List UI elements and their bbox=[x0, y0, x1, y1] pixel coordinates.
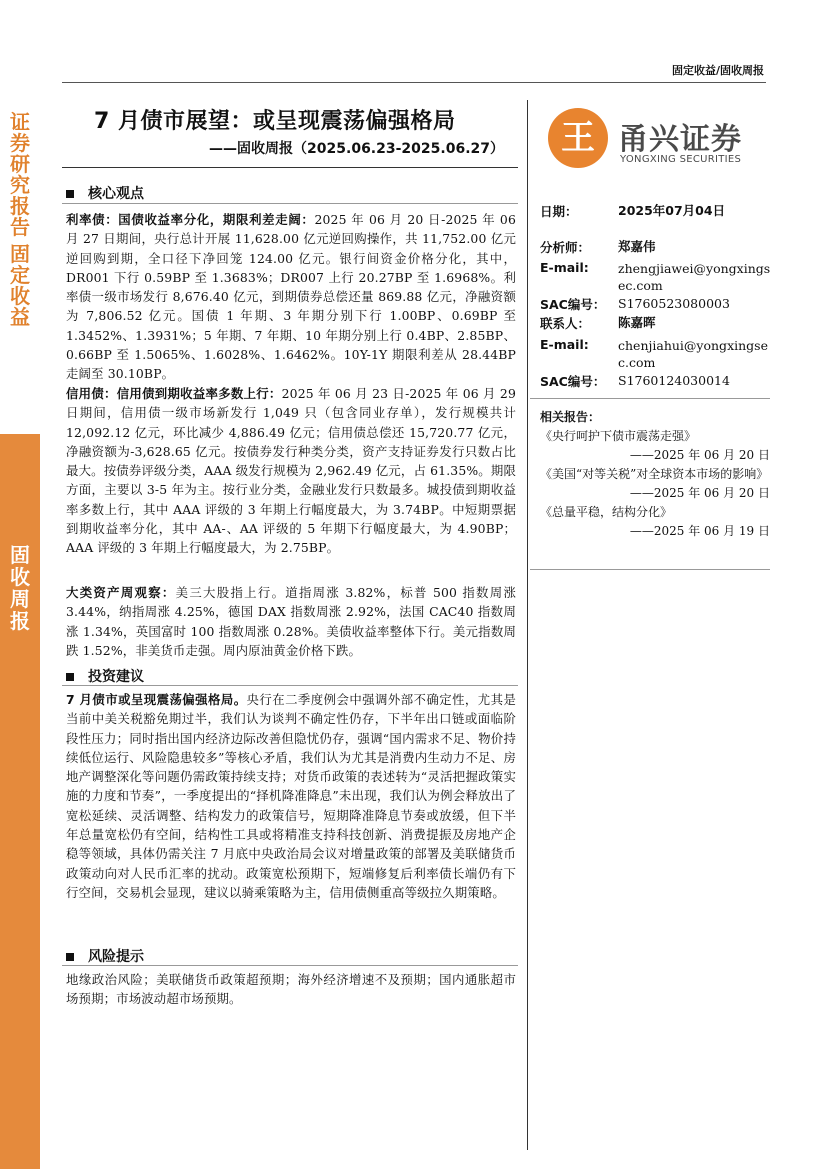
paragraph-investment bbox=[66, 690, 516, 902]
sidebar-label-weekly: 固收周报 bbox=[10, 543, 30, 633]
section-heading-risk: 风险提示 bbox=[66, 946, 144, 966]
credit-bond-lead: 信用债：信用债到期收益率多数上行： bbox=[66, 386, 282, 401]
related-item-title[interactable]: 《总量平稳，结构分化》 bbox=[540, 505, 673, 519]
risk-text: 地缘政治风险；美联储货币政策超预期；海外经济增速不及预期；国内通胀超市场预期；市场波动超市场预期。 bbox=[66, 972, 516, 1007]
page-subtitle: ——固收周报（2025.06.23-2025.06.27） bbox=[209, 141, 504, 157]
related-item-date: ——2025 年 06 月 19 日 bbox=[629, 524, 770, 538]
email-link[interactable]: chenjiahui@yongxingsec.com bbox=[618, 338, 768, 370]
section-rule bbox=[62, 203, 518, 204]
bullet-square-icon bbox=[66, 953, 74, 961]
logo-mark-icon: 王 bbox=[548, 108, 608, 168]
related-reports bbox=[540, 408, 770, 541]
sidebar-label-fixed-income: 固定收益 bbox=[10, 242, 30, 329]
company-logo bbox=[548, 108, 758, 172]
related-item-date: ——2025 年 06 月 20 日 bbox=[629, 486, 770, 500]
related-heading: 相关报告： bbox=[540, 410, 601, 424]
rate-bond-text: 2025 年 06 月 20 日-2025 年 06 月 27 日期间，央行总计开展 11,628.00 亿元逆回购操作，共 11,752.00 亿元逆回购到期，全口径下净回笼 124.00 亿元。银行间资金价格分化，其中，DR001 下行 0.59BP 至 1.3683%；DR007 上行 20.27BP 至 1.6968%。利率债一级市场发行 8,676.40 亿元，到期债券总偿还量 869.88 亿元，净融资额为 7,806.52 亿元。国债 1 年期、3 年期分别下行 1.00BP、0.69BP 至 1.3452%、1.3931%；5 年期、7 年期、10 年期分别上行 0.4BP、2.85BP、0.66BP 至 1.5065%、1.6028%、1.6462%。10Y-1Y 期限利差从 28.44BP 走阔至 30.10BP。 bbox=[66, 212, 516, 382]
column-divider bbox=[527, 100, 528, 1150]
related-item-title[interactable]: 《央行呵护下债市震荡走强》 bbox=[540, 429, 697, 443]
page-title: 7 月债市展望：或呈现震荡偏强格局 bbox=[94, 109, 456, 134]
bullet-square-icon bbox=[66, 673, 74, 681]
investment-text: 央行在二季度例会中强调外部不确定性，尤其是当前中美关税豁免期过半，我们认为谈判不确定性仍存，下半年出口链或面临阶段性压力；同时指出国内经济边际改善但隐忧仍存，强调“国内需求不足、物价持续低位运行、风险隐患较多”等核心矛盾，我们认为尤其是消费内生动力不足、房地产调整深化等问题仍需政策持续支持；对货币政策的表述转为“灵活把握政策实施的力度和节奏”，一季度提出的“择机降准降息”未出现，我们认为例会释放出了宽松延续、灵活调整、结构发力的政策信号，短期降准降息节奏或放缓，但下半年总量宽松仍有空间，结构性工具或将精准支持科技创新、消费提振及房地产企稳等领域，具体仍需关注 7 月底中央政治局会议对增量政策的部署及美联储货币政策动向对人民币汇率的扰动。政策宽松预期下，短端修复后利率债长端仍有下行空间，交易机会显现，建议以骑乘策略为主，信用债侧重高等级拉久期策略。 bbox=[66, 692, 517, 900]
email-link[interactable]: zhengjiawei@yongxingsec.com bbox=[618, 261, 771, 293]
paragraph-credit-bond bbox=[66, 384, 516, 558]
sidebar-top bbox=[0, 94, 40, 434]
related-item-date: ——2025 年 06 月 20 日 bbox=[629, 448, 770, 462]
related-divider bbox=[530, 398, 770, 399]
sidebar-bottom bbox=[0, 434, 40, 1169]
related-bottom-divider bbox=[530, 569, 770, 570]
paragraph-rate-bond bbox=[66, 210, 516, 384]
paragraph-asset bbox=[66, 583, 516, 660]
section-heading-core-view: 核心观点 bbox=[66, 183, 144, 203]
related-item-title[interactable]: 《美国“对等关税”对全球资本市场的影响》 bbox=[540, 467, 769, 481]
asset-text: 美三大股指上行。道指周涨 3.82%，标普 500 指数周涨 3.44%，纳指周涨 4.25%，德国 DAX 指数周涨 2.92%，法国 CAC40 指数周涨 1.34%，英国富时 100 指数周涨 0.28%。美债收益率整体下行。美元指数周跌 1.52%，非美货币走强。周内原油黄金价格下跌。 bbox=[66, 585, 516, 658]
rate-bond-lead: 利率债：国债收益率分化，期限利差走阔： bbox=[66, 212, 315, 227]
asset-lead: 大类资产周观察： bbox=[66, 585, 176, 600]
paragraph-risk bbox=[66, 970, 516, 1009]
title-divider bbox=[62, 167, 518, 168]
sidebar bbox=[0, 94, 40, 1169]
section-heading-investment: 投资建议 bbox=[66, 666, 144, 686]
section-rule bbox=[62, 965, 518, 966]
logo-name-en: YONGXING SECURITIES bbox=[620, 154, 742, 165]
report-category: 固定收益/固收周报 bbox=[671, 64, 764, 77]
logo-name-cn: 甬兴证券 bbox=[618, 122, 742, 157]
bullet-square-icon bbox=[66, 190, 74, 198]
sidebar-label-research: 证券研究报告 bbox=[10, 110, 30, 239]
credit-bond-text: 2025 年 06 月 23 日-2025 年 06 月 29 日期间，信用债一级市场新发行 1,049 只（包含同业存单），发行规模共计 12,092.12 亿元，环比减少 4,886.49 亿元；信用债总偿还 15,720.77 亿元，净融资额为-3,628.65 亿元。按债券发行种类分类，资产支持证券发行只数占比最大。按债券评级分类，AAA 级发行规模为 2,962.49 亿元，占 61.35%。期限方面，主要以 3-5 年为主。按行业分类，金融业发行只数最多。城投债到期收益率多数上行，其中 AAA 评级的 3 年期上行幅度最大，为 3.74BP。中短期票据到期收益率分化，其中 AA-、AA 评级的 5 年期下行幅度最大，为 4.90BP；AAA 评级的 3 年期上行幅度最大，为 2.75BP。 bbox=[66, 386, 516, 556]
header-divider bbox=[62, 82, 766, 83]
investment-lead: 7 月债市或呈现震荡偏强格局。 bbox=[66, 692, 247, 707]
section-rule bbox=[62, 685, 518, 686]
